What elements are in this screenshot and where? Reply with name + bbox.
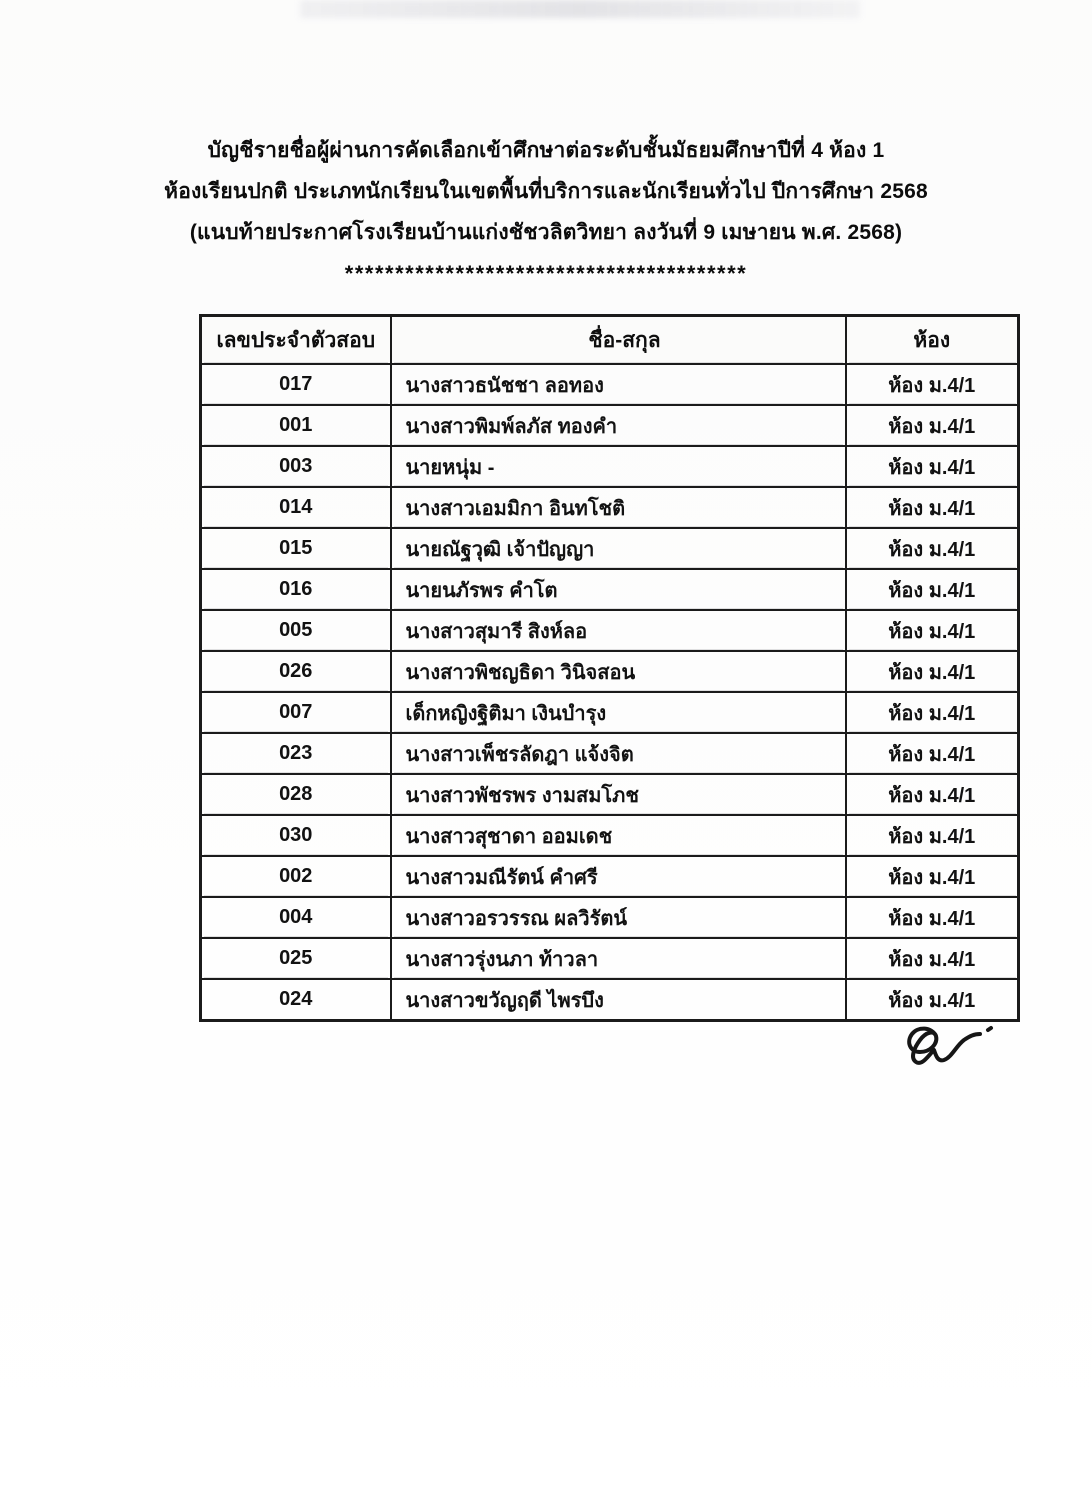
table-row <box>201 938 1019 979</box>
signature-mark <box>898 1022 998 1074</box>
exam-number-cell: 024 <box>201 979 391 1021</box>
exam-number-cell: 007 <box>201 692 391 733</box>
exam-number-cell: 003 <box>201 446 391 487</box>
student-name-cell: เด็กหญิงฐิติมา เงินบำรุง <box>391 692 846 733</box>
table-row <box>201 487 1019 528</box>
room-cell: ห้อง ม.4/1 <box>846 610 1019 651</box>
exam-number-cell: 001 <box>201 405 391 446</box>
exam-number-cell: 004 <box>201 897 391 938</box>
table-row <box>201 446 1019 487</box>
exam-number-cell: 017 <box>201 364 391 405</box>
room-cell: ห้อง ม.4/1 <box>846 487 1019 528</box>
table-row <box>201 733 1019 774</box>
table-row <box>201 692 1019 733</box>
table-row <box>201 815 1019 856</box>
student-name-cell: นางสาวมณีรัตน์ คำศรี <box>391 856 846 897</box>
exam-number-cell: 015 <box>201 528 391 569</box>
student-name-cell: นางสาวเพ็ชรลัดฎา แจ้งจิต <box>391 733 846 774</box>
student-name-cell: นางสาวธนัชชา ลอทอง <box>391 364 846 405</box>
table-row <box>201 979 1019 1021</box>
student-name-cell: นางสาวรุ่งนภา ท้าวลา <box>391 938 846 979</box>
student-list-table <box>199 314 1020 1022</box>
room-cell: ห้อง ม.4/1 <box>846 528 1019 569</box>
exam-number-cell: 002 <box>201 856 391 897</box>
table-row <box>201 774 1019 815</box>
document-header <box>0 130 1092 289</box>
room-cell: ห้อง ม.4/1 <box>846 446 1019 487</box>
table-row <box>201 569 1019 610</box>
student-name-cell: นางสาวขวัญฤดี ไพรบึง <box>391 979 846 1021</box>
exam-number-cell: 023 <box>201 733 391 774</box>
scan-bleedthrough-artifact <box>300 0 860 18</box>
title-line-1: บัญชีรายชื่อผู้ผ่านการคัดเลือกเข้าศึกษาต่อระดับชั้นมัธยมศึกษาปีที่ 4 ห้อง 1 <box>207 139 885 162</box>
exam-number-cell: 026 <box>201 651 391 692</box>
student-name-cell: นางสาวอรวรรณ ผลวิรัตน์ <box>391 897 846 938</box>
room-cell: ห้อง ม.4/1 <box>846 856 1019 897</box>
room-cell: ห้อง ม.4/1 <box>846 692 1019 733</box>
column-header-room: ห้อง <box>846 316 1019 365</box>
room-cell: ห้อง ม.4/1 <box>846 897 1019 938</box>
table-row <box>201 856 1019 897</box>
table-row <box>201 651 1019 692</box>
room-cell: ห้อง ม.4/1 <box>846 569 1019 610</box>
room-cell: ห้อง ม.4/1 <box>846 815 1019 856</box>
exam-number-cell: 025 <box>201 938 391 979</box>
exam-number-cell: 005 <box>201 610 391 651</box>
column-header-full-name: ชื่อ-สกุล <box>391 316 846 365</box>
room-cell: ห้อง ม.4/1 <box>846 733 1019 774</box>
table-row <box>201 405 1019 446</box>
student-name-cell: นางสาวสุชาดา ออมเดช <box>391 815 846 856</box>
student-name-cell: นางสาวเอมมิกา อินทโชติ <box>391 487 846 528</box>
title-line-3: (แนบท้ายประกาศโรงเรียนบ้านแก่งชัชวลิตวิทยา ลงวันที่ 9 เมษายน พ.ศ. 2568) <box>189 221 903 244</box>
table-row <box>201 897 1019 938</box>
table-row <box>201 528 1019 569</box>
table-row <box>201 364 1019 405</box>
title-line-2: ห้องเรียนปกติ ประเภทนักเรียนในเขตพื้นที่บริการและนักเรียนทั่วไป ปีการศึกษา 2568 <box>164 180 928 203</box>
exam-number-cell: 014 <box>201 487 391 528</box>
room-cell: ห้อง ม.4/1 <box>846 364 1019 405</box>
room-cell: ห้อง ม.4/1 <box>846 979 1019 1021</box>
student-name-cell: นายณัฐวุฒิ เจ้าปัญญา <box>391 528 846 569</box>
room-cell: ห้อง ม.4/1 <box>846 651 1019 692</box>
student-name-cell: นางสาวพิชญธิดา วินิจสอน <box>391 651 846 692</box>
exam-number-cell: 028 <box>201 774 391 815</box>
room-cell: ห้อง ม.4/1 <box>846 938 1019 979</box>
asterisk-separator: **************************************** <box>344 261 748 286</box>
column-header-exam-number: เลขประจำตัวสอบ <box>201 316 391 365</box>
table-header-row <box>201 316 1019 365</box>
table-row <box>201 610 1019 651</box>
student-name-cell: นางสาวสุมารี สิงห์ลอ <box>391 610 846 651</box>
exam-number-cell: 016 <box>201 569 391 610</box>
results-table-body <box>201 364 1019 1021</box>
room-cell: ห้อง ม.4/1 <box>846 405 1019 446</box>
student-name-cell: นางสาวพิมพ์ลภัส ทองคำ <box>391 405 846 446</box>
room-cell: ห้อง ม.4/1 <box>846 774 1019 815</box>
student-name-cell: นายหนุ่ม - <box>391 446 846 487</box>
student-name-cell: นางสาวพัชรพร งามสมโภช <box>391 774 846 815</box>
student-name-cell: นายนภัรพร คำโต <box>391 569 846 610</box>
exam-number-cell: 030 <box>201 815 391 856</box>
